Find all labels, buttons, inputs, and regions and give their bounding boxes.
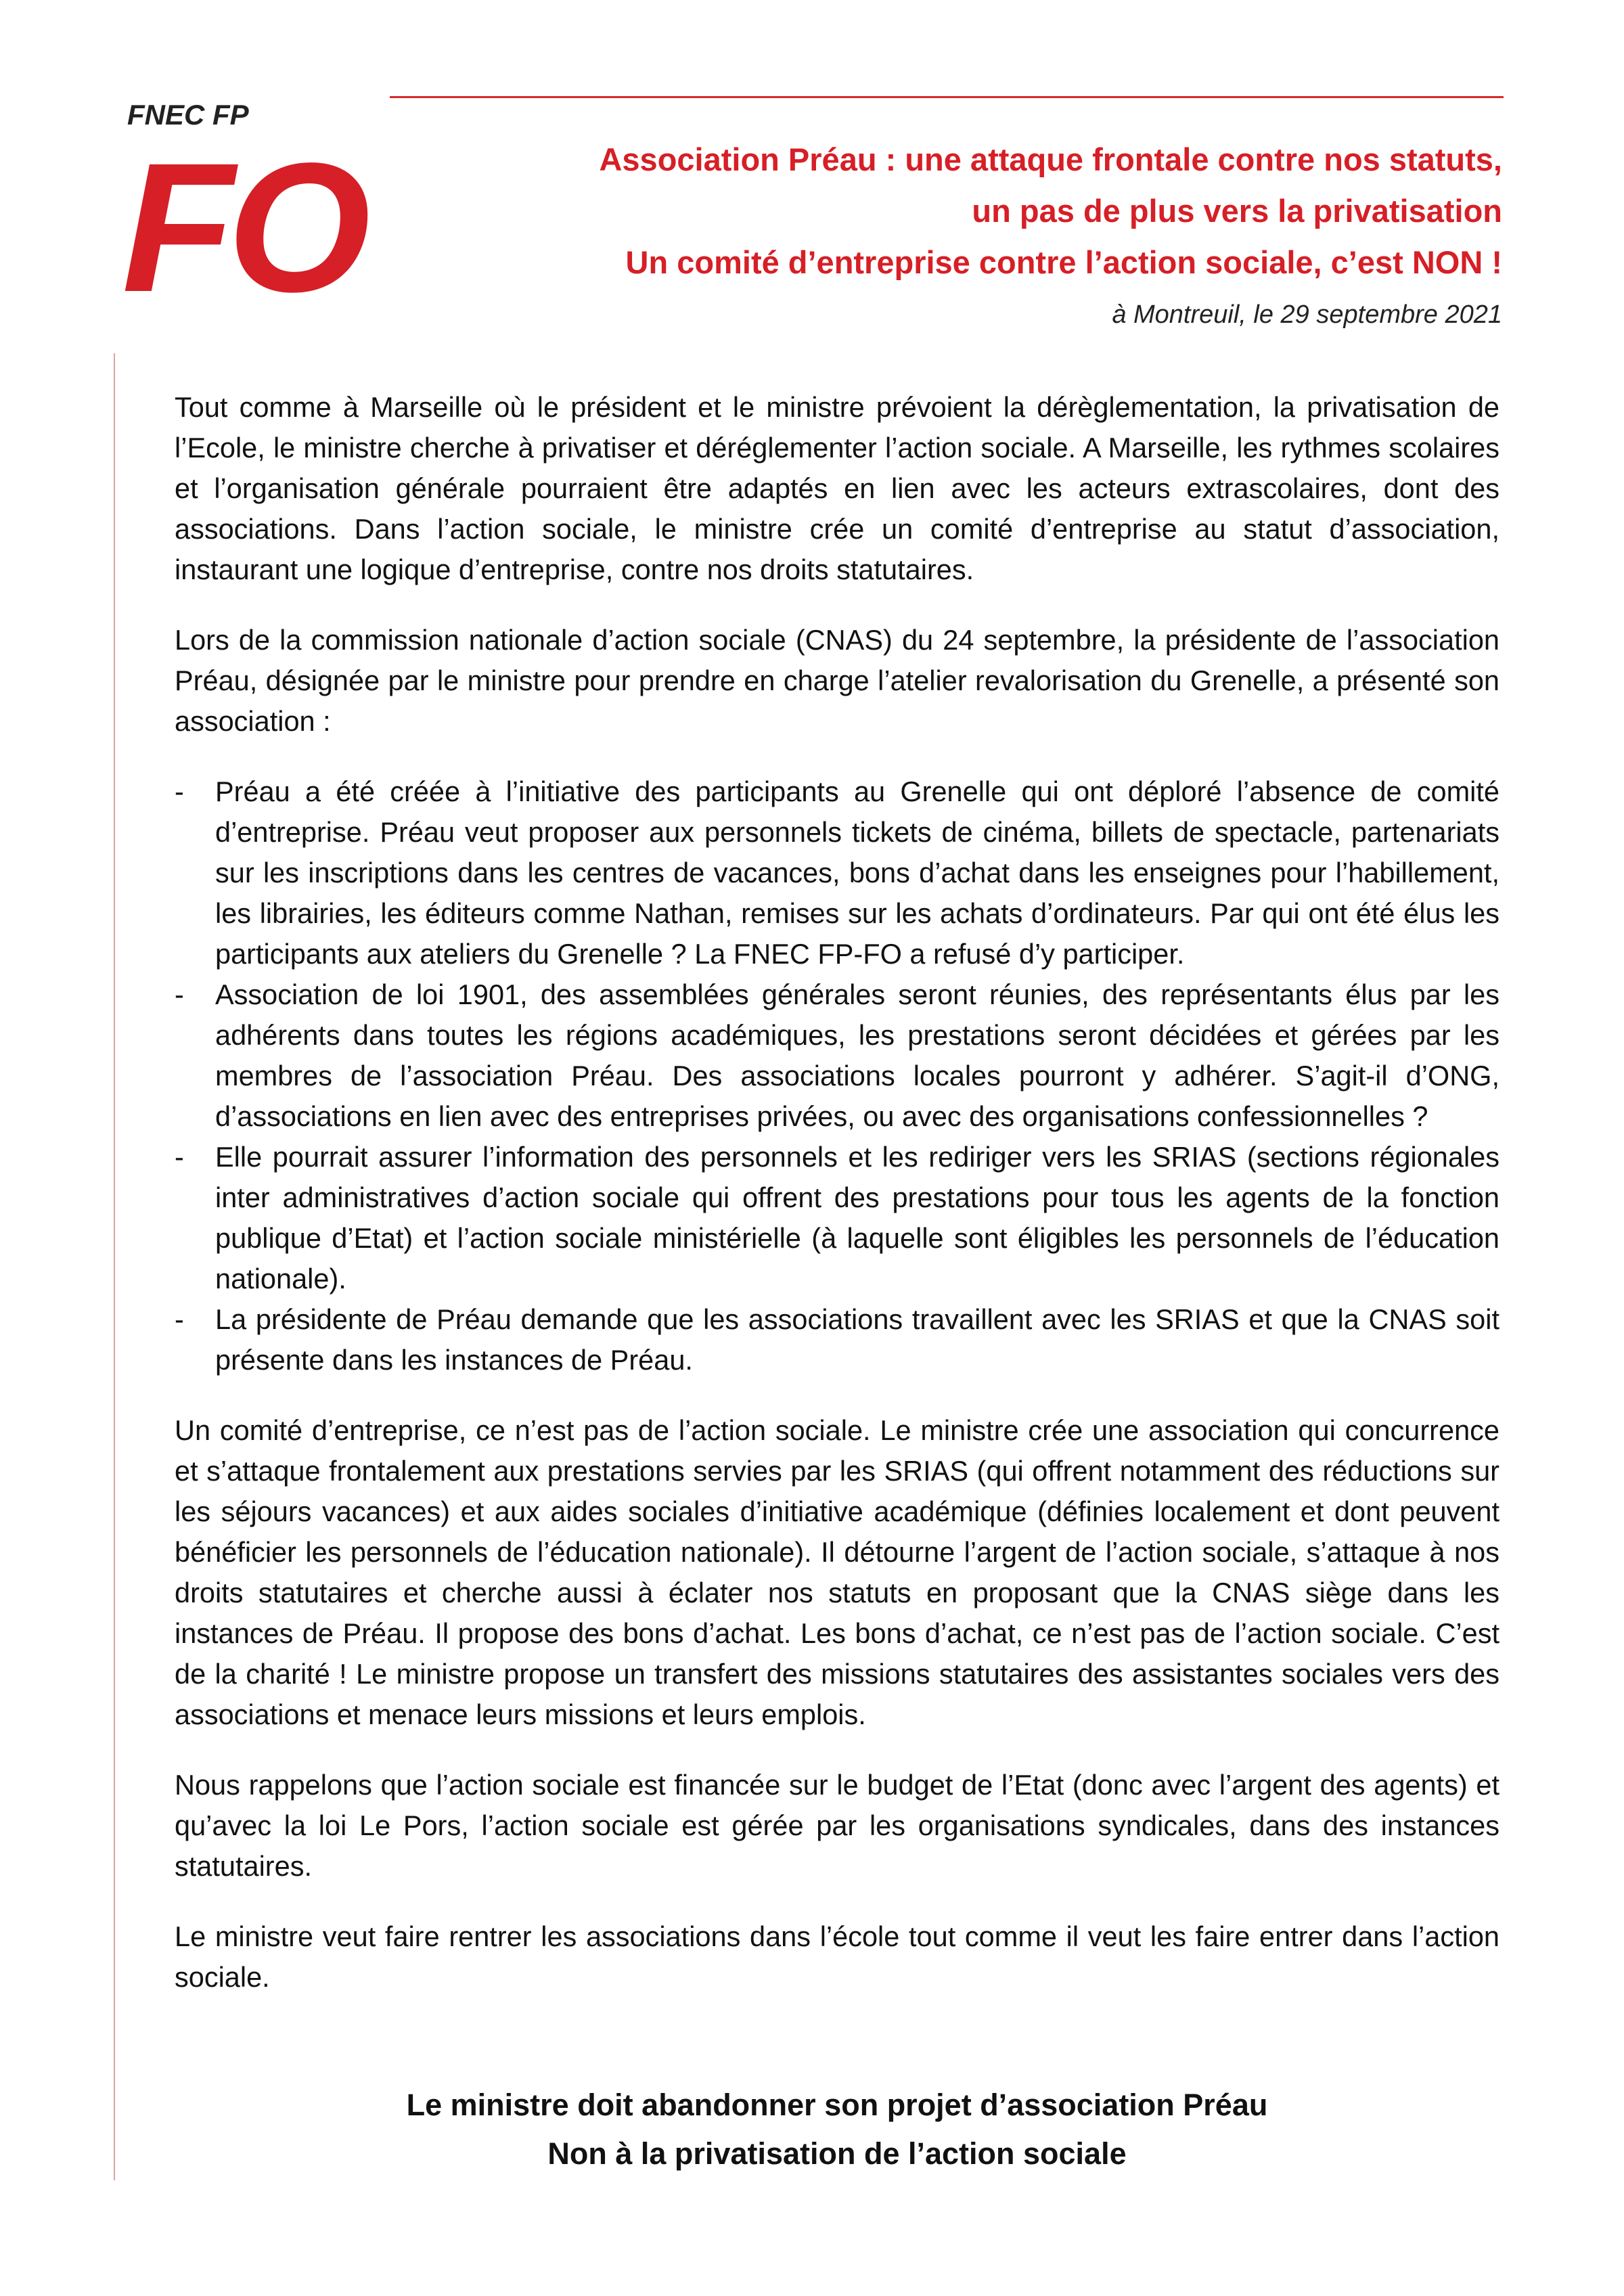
bullet-marker: - (175, 978, 184, 1010)
title-line-2: un pas de plus vers la privatisation (972, 193, 1502, 229)
bullet-text: Elle pourrait assurer l’information des personnels et les rediriger vers les SRIAS (sections régionales inter administratives d’action sociale qui offrent des prestations pour tous les agents de la fonction publique d’Etat) et l’action sociale ministérielle (à laquelle sont éligibles les personnels de l’éducation nationale). (215, 1141, 1499, 1295)
paragraph: Un comité d’entreprise, ce n’est pas de l’action sociale. Le ministre crée une association qui concurrence et s’attaque frontalement aux prestations servies par les SRIAS (qui offrent notamment des réductions sur les séjours vacances) et aux aides sociales d’initiative académique (définies localement et dont peuvent bénéficier les personnels de l’éducation nationale). Il détourne l’argent de l’action sociale, s’attaque à nos droits statutaires et cherche aussi à éclater nos statuts en proposant que la CNAS siège dans les instances de Préau. Il propose des bons d’achat. Les bons d’achat, ce n’est pas de l’action sociale. C’est de la charité ! Le ministre propose un transfert des missions statutaires des assistantes sociales vers des associations et menace leurs missions et leurs emplois. (175, 1414, 1499, 1730)
dateline: à Montreuil, le 29 septembre 2021 (1112, 300, 1502, 329)
bullet-item (175, 1299, 1499, 1380)
title-line-1: Association Préau : une attaque frontale contre nos statuts, (599, 141, 1502, 177)
paragraph: Lors de la commission nationale d’action sociale (CNAS) du 24 septembre, la présidente de l’association Préau, désignée par le ministre pour prendre en charge l’atelier revalorisation du Grenelle, a présenté son association : (175, 624, 1499, 737)
document-title (379, 134, 1502, 288)
bullet-marker: - (175, 1141, 184, 1173)
bullet-item (175, 771, 1499, 974)
conclusion-line-1: Le ministre doit abandonner son projet d’association Préau (406, 2088, 1268, 2122)
bullet-text: Association de loi 1901, des assemblées générales seront réunies, des représentants élus par les adhérents dans toutes les régions académiques, les prestations seront décidées et gérées par les membres de l’association Préau. Des associations locales pourront y adhérer. S’agit-il d’ONG, d’associations en lien avec des entreprises privées, ou avec des organisations confessionnelles ? (215, 978, 1499, 1132)
bullet-marker: - (175, 775, 184, 807)
bullet-item (175, 1137, 1499, 1299)
margin-rule (114, 353, 115, 2180)
document-body (175, 387, 1499, 2027)
bullet-marker: - (175, 1303, 184, 1335)
paragraph: Le ministre veut faire rentrer les associations dans l’école tout comme il veut les faire entrer dans l’action sociale. (175, 1920, 1499, 1993)
logo-top-text: FNEC FP (127, 99, 249, 131)
conclusion-line-2: Non à la privatisation de l’action sociale (547, 2136, 1127, 2171)
header-rule (390, 96, 1504, 98)
logo-main-text: FO (122, 125, 364, 330)
bullet-text: La présidente de Préau demande que les associations travaillent avec les SRIAS et que la CNAS soit présente dans les instances de Préau. (215, 1303, 1499, 1376)
fnec-fp-fo-logo (122, 99, 364, 330)
bullet-item (175, 974, 1499, 1137)
bullet-list (175, 771, 1499, 1380)
fo-logo-graphic (122, 99, 364, 330)
paragraph: Tout comme à Marseille où le président et le ministre prévoient la dérèglementation, la privatisation de l’Ecole, le ministre cherche à privatiser et déréglementer l’action sociale. A Marseille, les rythmes scolaires et l’organisation générale pourraient être adaptés en lien avec les acteurs extrascolaires, dont des associations. Dans l’action sociale, le ministre crée un comité d’entreprise au statut d’association, instaurant une logique d’entreprise, contre nos droits statutaires. (175, 391, 1499, 585)
bullet-text: Préau a été créée à l’initiative des participants au Grenelle qui ont déploré l’absence de comité d’entreprise. Préau veut proposer aux personnels tickets de cinéma, billets de spectacle, partenariats sur les inscriptions dans les centres de vacances, bons d’achat dans les enseignes pour l’habillement, les librairies, les éditeurs comme Nathan, remises sur les achats d’ordinateurs. Par qui ont été élus les participants aux ateliers du Grenelle ? La FNEC FP-FO a refusé d’y participer. (215, 775, 1499, 970)
paragraph: Nous rappelons que l’action sociale est financée sur le budget de l’Etat (donc avec l’argent des agents) et qu’avec la loi Le Pors, l’action sociale est gérée par les organisations syndicales, dans des instances statutaires. (175, 1769, 1499, 1882)
conclusion (175, 2081, 1499, 2178)
title-line-3: Un comité d’entreprise contre l’action sociale, c’est NON ! (625, 244, 1502, 280)
